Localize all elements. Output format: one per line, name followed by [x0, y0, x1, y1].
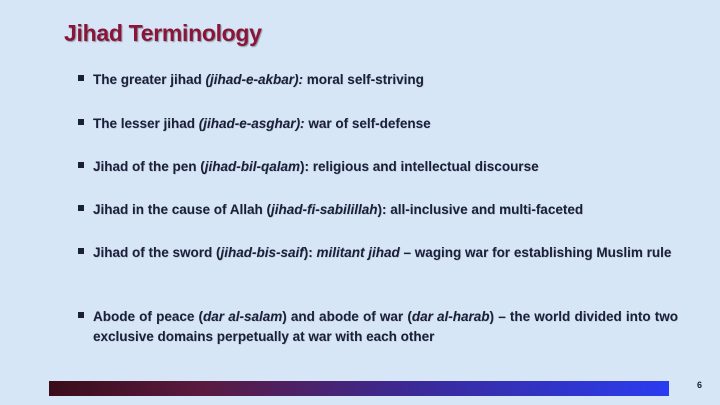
bullet-text-part: ) and abode of war ( — [282, 309, 412, 324]
square-bullet-icon — [78, 162, 84, 168]
italic-term: dar al-salam — [203, 309, 283, 324]
bullet-text-part: ): religious and intellectual discourse — [300, 159, 539, 174]
bullet-text-part: ) – the world divided into two exclusive domains perpetually at war with each other — [93, 309, 679, 344]
bullet-item — [78, 200, 678, 220]
bullet-text-part: The lesser jihad — [93, 116, 199, 131]
bullet-item — [78, 243, 678, 263]
square-bullet-icon — [78, 248, 84, 254]
bullet-text — [93, 116, 431, 131]
bullet-text-part: war of self-defense — [304, 116, 431, 131]
italic-term: (jihad-e-asghar): — [198, 116, 305, 131]
bullet-text — [93, 309, 678, 344]
italic-term: dar al-harab — [411, 309, 490, 324]
italic-term: (jihad-e-akbar): — [205, 72, 304, 87]
italic-term: jihad-bil-qalam — [204, 159, 301, 174]
bullet-text-part: ): — [303, 245, 317, 260]
square-bullet-icon — [78, 205, 84, 211]
bullet-text-part: ): all-inclusive and multi-faceted — [377, 202, 584, 217]
bullet-text-part: – waging war for establishing Muslim rule — [399, 245, 672, 260]
square-bullet-icon — [78, 75, 84, 81]
bullet-text-part: Jihad of the pen ( — [93, 159, 205, 174]
italic-term: jihad-bis-saif — [220, 245, 304, 260]
slide-title: Jihad Terminology — [64, 20, 262, 46]
bullet-text-part: Jihad in the cause of Allah ( — [93, 202, 272, 217]
bullet-item — [78, 70, 678, 90]
bullet-item — [78, 307, 678, 347]
bullet-text-part: Jihad of the sword ( — [93, 245, 221, 260]
footer-gradient-bar — [49, 381, 669, 396]
bullet-text-part: The greater jihad — [93, 72, 206, 87]
bullet-text-part: Abode of peace ( — [93, 309, 204, 324]
bullet-item — [78, 114, 678, 134]
bullet-text — [93, 245, 671, 260]
bullet-text — [93, 202, 583, 217]
square-bullet-icon — [78, 119, 84, 125]
bullet-text — [93, 72, 424, 87]
italic-term: militant jihad — [316, 245, 400, 260]
bullet-text — [93, 159, 539, 174]
square-bullet-icon — [78, 312, 84, 318]
bullet-item — [78, 157, 678, 177]
page-number: 6 — [697, 380, 703, 390]
bullet-text-part: moral self-striving — [303, 72, 424, 87]
italic-term: jihad-fi-sabilillah — [271, 202, 378, 217]
